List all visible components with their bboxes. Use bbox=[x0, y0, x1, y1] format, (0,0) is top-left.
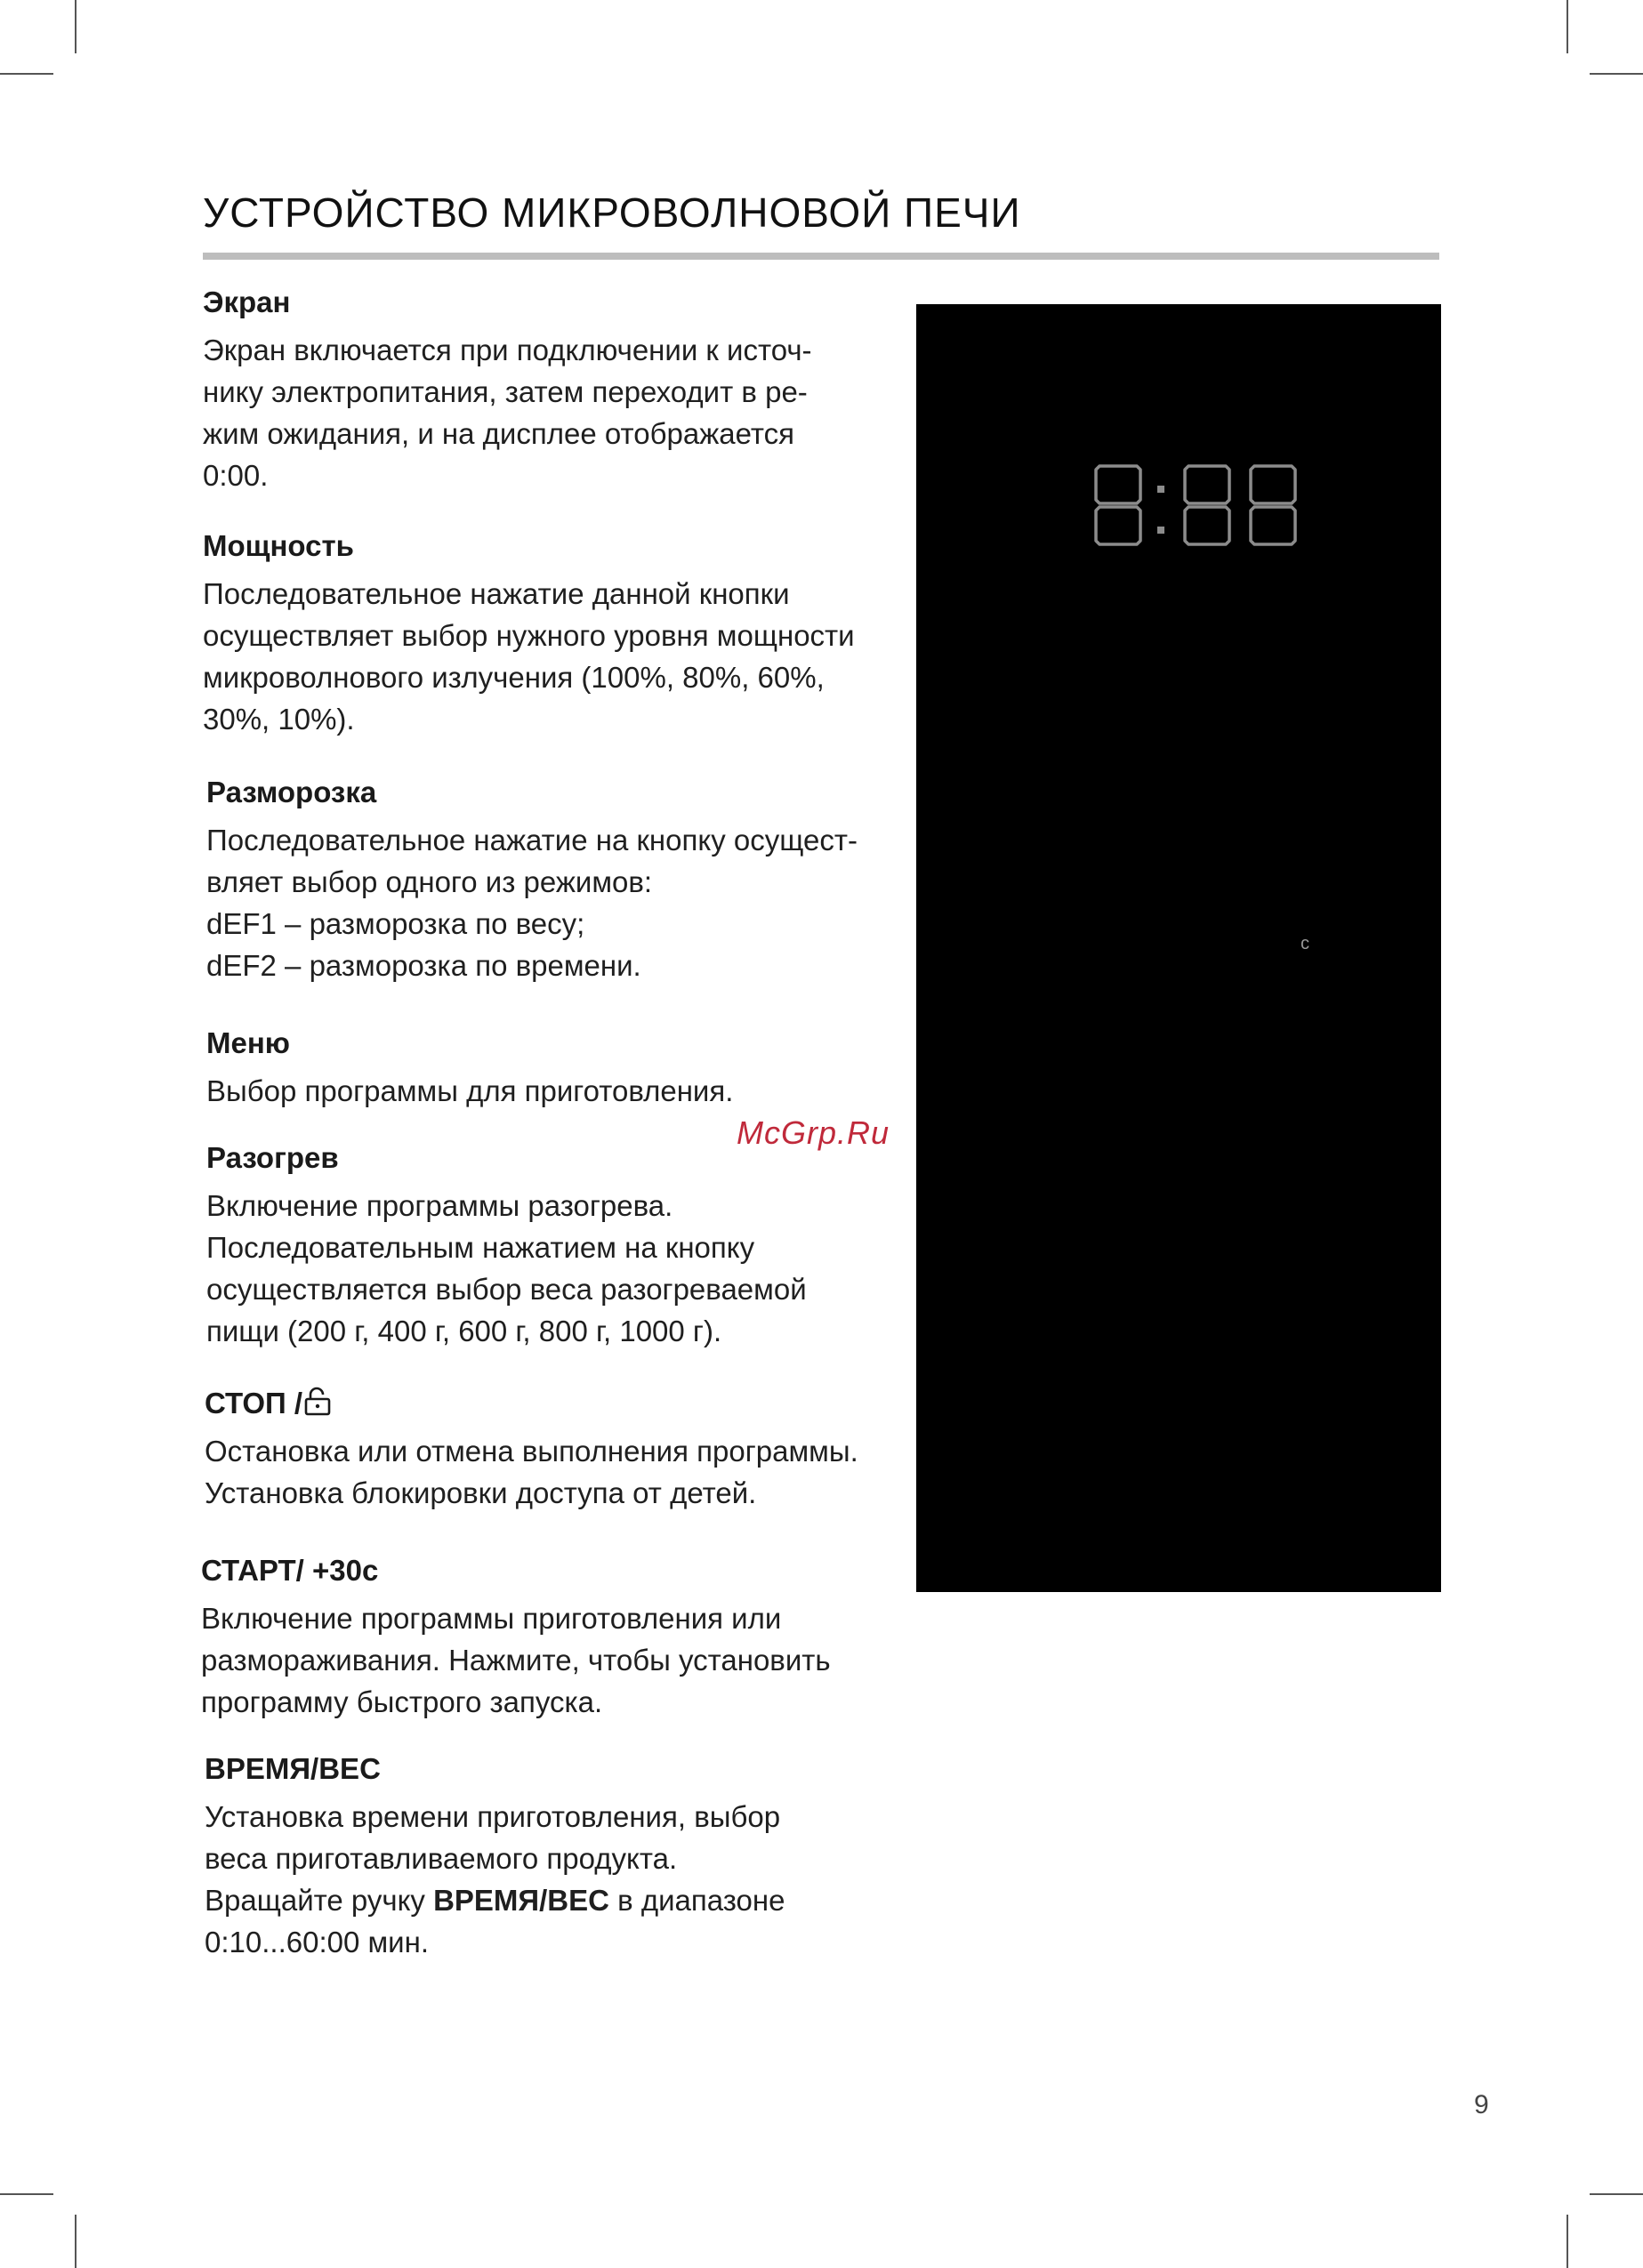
knob-label: ВРЕМЯ/ВЕС bbox=[433, 1884, 609, 1917]
section-start bbox=[201, 1551, 913, 1723]
section-text-line: программу быстрого запуска. bbox=[201, 1685, 603, 1718]
section-text-line: размораживания. Нажмите, чтобы установить bbox=[201, 1644, 831, 1677]
page-number: 9 bbox=[1474, 2090, 1489, 2119]
title-underline bbox=[203, 253, 1439, 260]
display-indicator-c: c bbox=[1301, 934, 1309, 953]
crop-mark bbox=[0, 73, 53, 75]
section-text-line: 30%, 10%). bbox=[203, 703, 355, 736]
section-heading: ВРЕМЯ/ВЕС bbox=[205, 1752, 381, 1785]
section-text-line: веса приготавливаемого продукта. bbox=[205, 1842, 678, 1875]
section-text-line: осуществляется выбор веса разогреваемой bbox=[206, 1273, 807, 1306]
section-heading: СТАРТ/ +30с bbox=[201, 1554, 379, 1587]
section-text-line: Установка блокировки доступа от детей. bbox=[205, 1476, 757, 1509]
section-text-line: dEF2 – разморозка по времени. bbox=[206, 949, 641, 982]
section-heading: Экран bbox=[203, 286, 291, 318]
section-text-line: Установка времени приготовления, выбор bbox=[205, 1800, 781, 1833]
watermark: McGrp.Ru bbox=[737, 1114, 890, 1151]
section-text-line: Выбор программы для приготовления. bbox=[206, 1074, 734, 1107]
section-defrost bbox=[206, 773, 918, 986]
section-text-line: Последовательное нажатие на кнопку осущест- bbox=[206, 824, 858, 857]
stop-heading-text: СТОП / bbox=[205, 1387, 303, 1420]
section-text-line: Включение программы приготовления или bbox=[201, 1602, 782, 1635]
crop-mark bbox=[75, 2215, 77, 2268]
section-power bbox=[203, 527, 914, 740]
section-text-line: dEF1 – разморозка по весу; bbox=[206, 907, 585, 940]
section-text-line: пищи (200 г, 400 г, 600 г, 800 г, 1000 г). bbox=[206, 1315, 722, 1347]
crop-mark bbox=[1566, 0, 1568, 53]
display-readout bbox=[1092, 461, 1306, 550]
section-screen bbox=[203, 283, 914, 496]
crop-mark bbox=[1590, 2193, 1643, 2195]
section-time-weight bbox=[205, 1749, 916, 1963]
section-text-line: Включение программы разогрева. bbox=[206, 1189, 673, 1222]
page-title: УСТРОЙСТВО МИКРОВОЛНОВОЙ ПЕЧИ bbox=[203, 189, 1021, 236]
section-text-line: Остановка или отмена выполнения программы. bbox=[205, 1435, 858, 1468]
knob-prefix: Вращайте ручку bbox=[205, 1884, 434, 1917]
section-stop bbox=[205, 1384, 916, 1514]
crop-mark bbox=[0, 2193, 53, 2195]
lock-icon bbox=[302, 1386, 333, 1416]
section-text-line: нику электропитания, затем переходит в ре- bbox=[203, 375, 808, 408]
section-heading: Разморозка bbox=[206, 776, 377, 808]
section-text-line: жим ожидания, и на дисплее отображается bbox=[203, 417, 794, 450]
crop-mark bbox=[1566, 2215, 1568, 2268]
section-text-line bbox=[205, 1879, 916, 1921]
section-text-line: 0:00. bbox=[203, 459, 269, 492]
section-text-line: Экран включается при подключении к источ- bbox=[203, 334, 812, 366]
knob-suffix: в диапазоне bbox=[608, 1884, 785, 1917]
crop-mark bbox=[1590, 73, 1643, 75]
section-text-line: вляет выбор одного из режимов: bbox=[206, 865, 653, 898]
section-text-line: осуществляет выбор нужного уровня мощности bbox=[203, 619, 855, 652]
section-menu bbox=[206, 1024, 918, 1112]
section-text-line: Последовательное нажатие данной кнопки bbox=[203, 577, 790, 610]
section-reheat bbox=[206, 1138, 918, 1352]
section-heading: Мощность bbox=[203, 529, 354, 562]
section-text-line: 0:10...60:00 мин. bbox=[205, 1926, 429, 1958]
section-heading: Меню bbox=[206, 1026, 290, 1059]
crop-mark bbox=[75, 0, 77, 53]
section-text-line: микроволнового излучения (100%, 80%, 60%, bbox=[203, 661, 825, 694]
section-text-line: Последовательным нажатием на кнопку bbox=[206, 1231, 755, 1264]
section-heading: Разогрев bbox=[206, 1141, 339, 1174]
section-heading bbox=[205, 1384, 916, 1423]
